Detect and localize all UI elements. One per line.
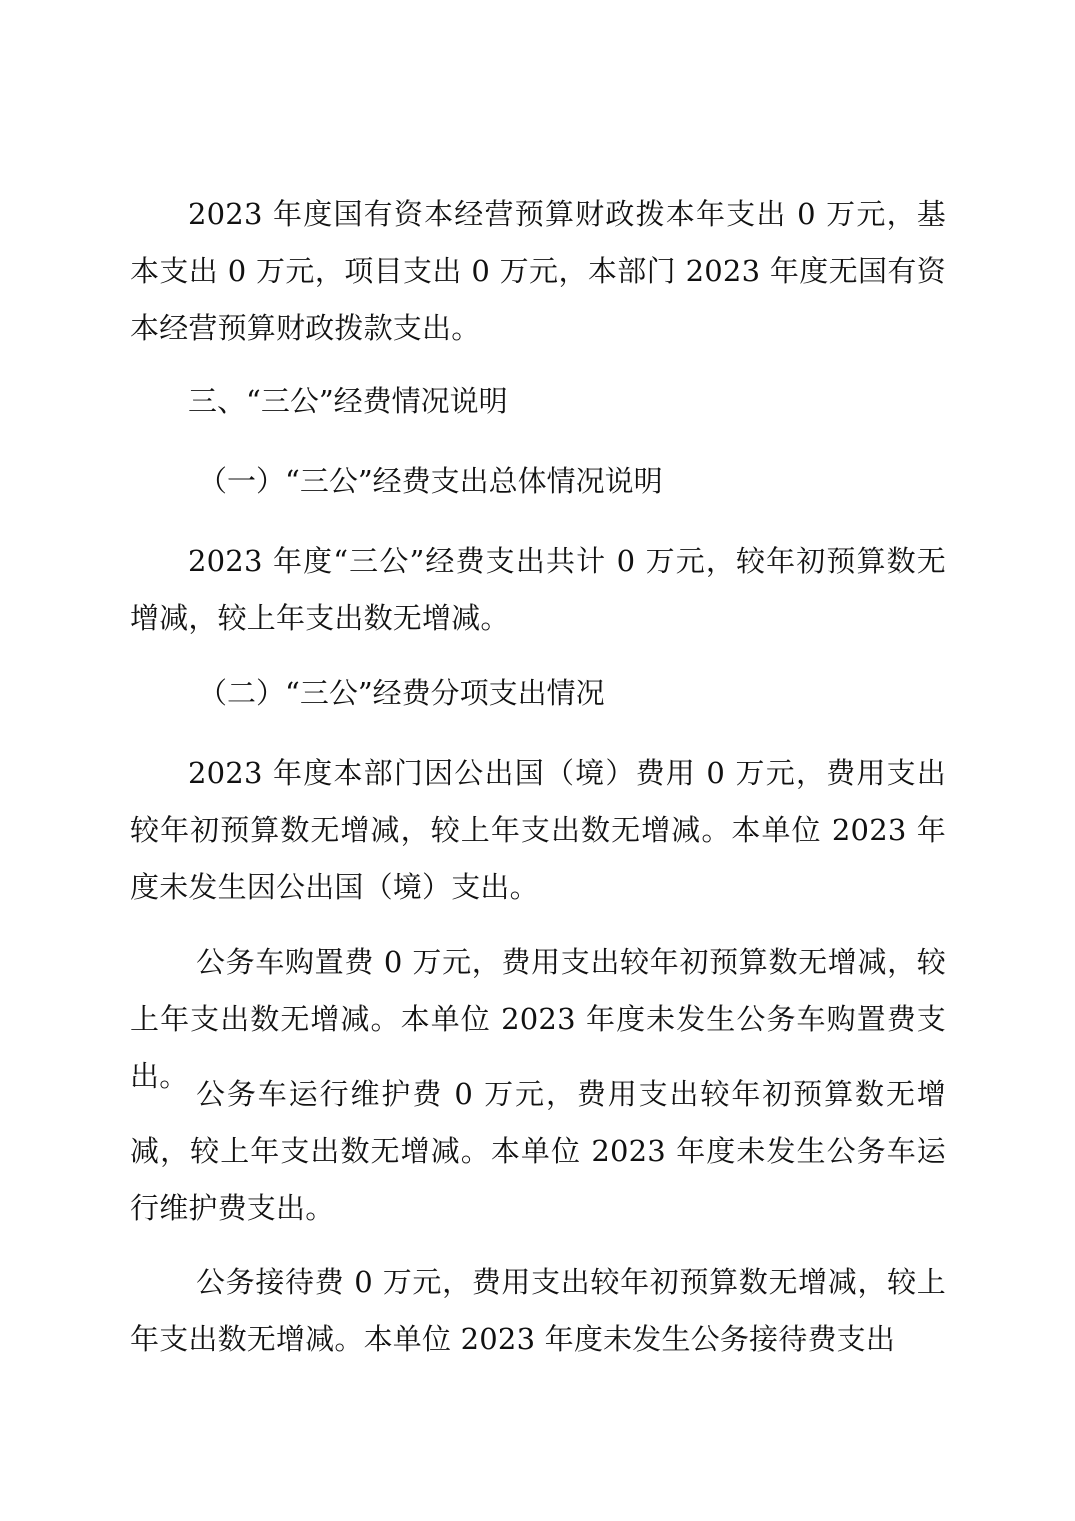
paragraph-state-capital-budget: 2023 年度国有资本经营预算财政拨本年支出 0 万元，基本支出 0 万元，项目支出 0 万元，本部门 2023 年度无国有资本经营预算财政拨款支出。 (130, 197, 946, 345)
subheading-itemized-expenses: （二）“三公”经费分项支出情况 (198, 676, 605, 710)
paragraph-vehicle-purchase: 公务车购置费 0 万元，费用支出较年初预算数无增减，较上年支出数无增减。本单位 2023 年度未发生公务车购置费支出。 (130, 945, 946, 1093)
section-heading-three-public-expenses: 三、“三公”经费情况说明 (188, 384, 508, 418)
paragraph-official-reception: 公务接待费 0 万元，费用支出较年初预算数无增减，较上年支出数无增减。本单位 2023 年度未发生公务接待费支出 (130, 1265, 946, 1356)
subheading-overall-expenses: （一）“三公”经费支出总体情况说明 (198, 464, 663, 498)
paragraph-overseas-travel: 2023 年度本部门因公出国（境）费用 0 万元，费用支出较年初预算数无增减，较上年支出数无增减。本单位 2023 年度未发生因公出国（境）支出。 (130, 756, 946, 904)
paragraph-vehicle-maintenance: 公务车运行维护费 0 万元，费用支出较年初预算数无增减，较上年支出数无增减。本单位 2023 年度未发生公务车运行维护费支出。 (130, 1077, 946, 1225)
paragraph-overall-expenses: 2023 年度“三公”经费支出共计 0 万元，较年初预算数无增减，较上年支出数无增减。 (130, 544, 946, 635)
